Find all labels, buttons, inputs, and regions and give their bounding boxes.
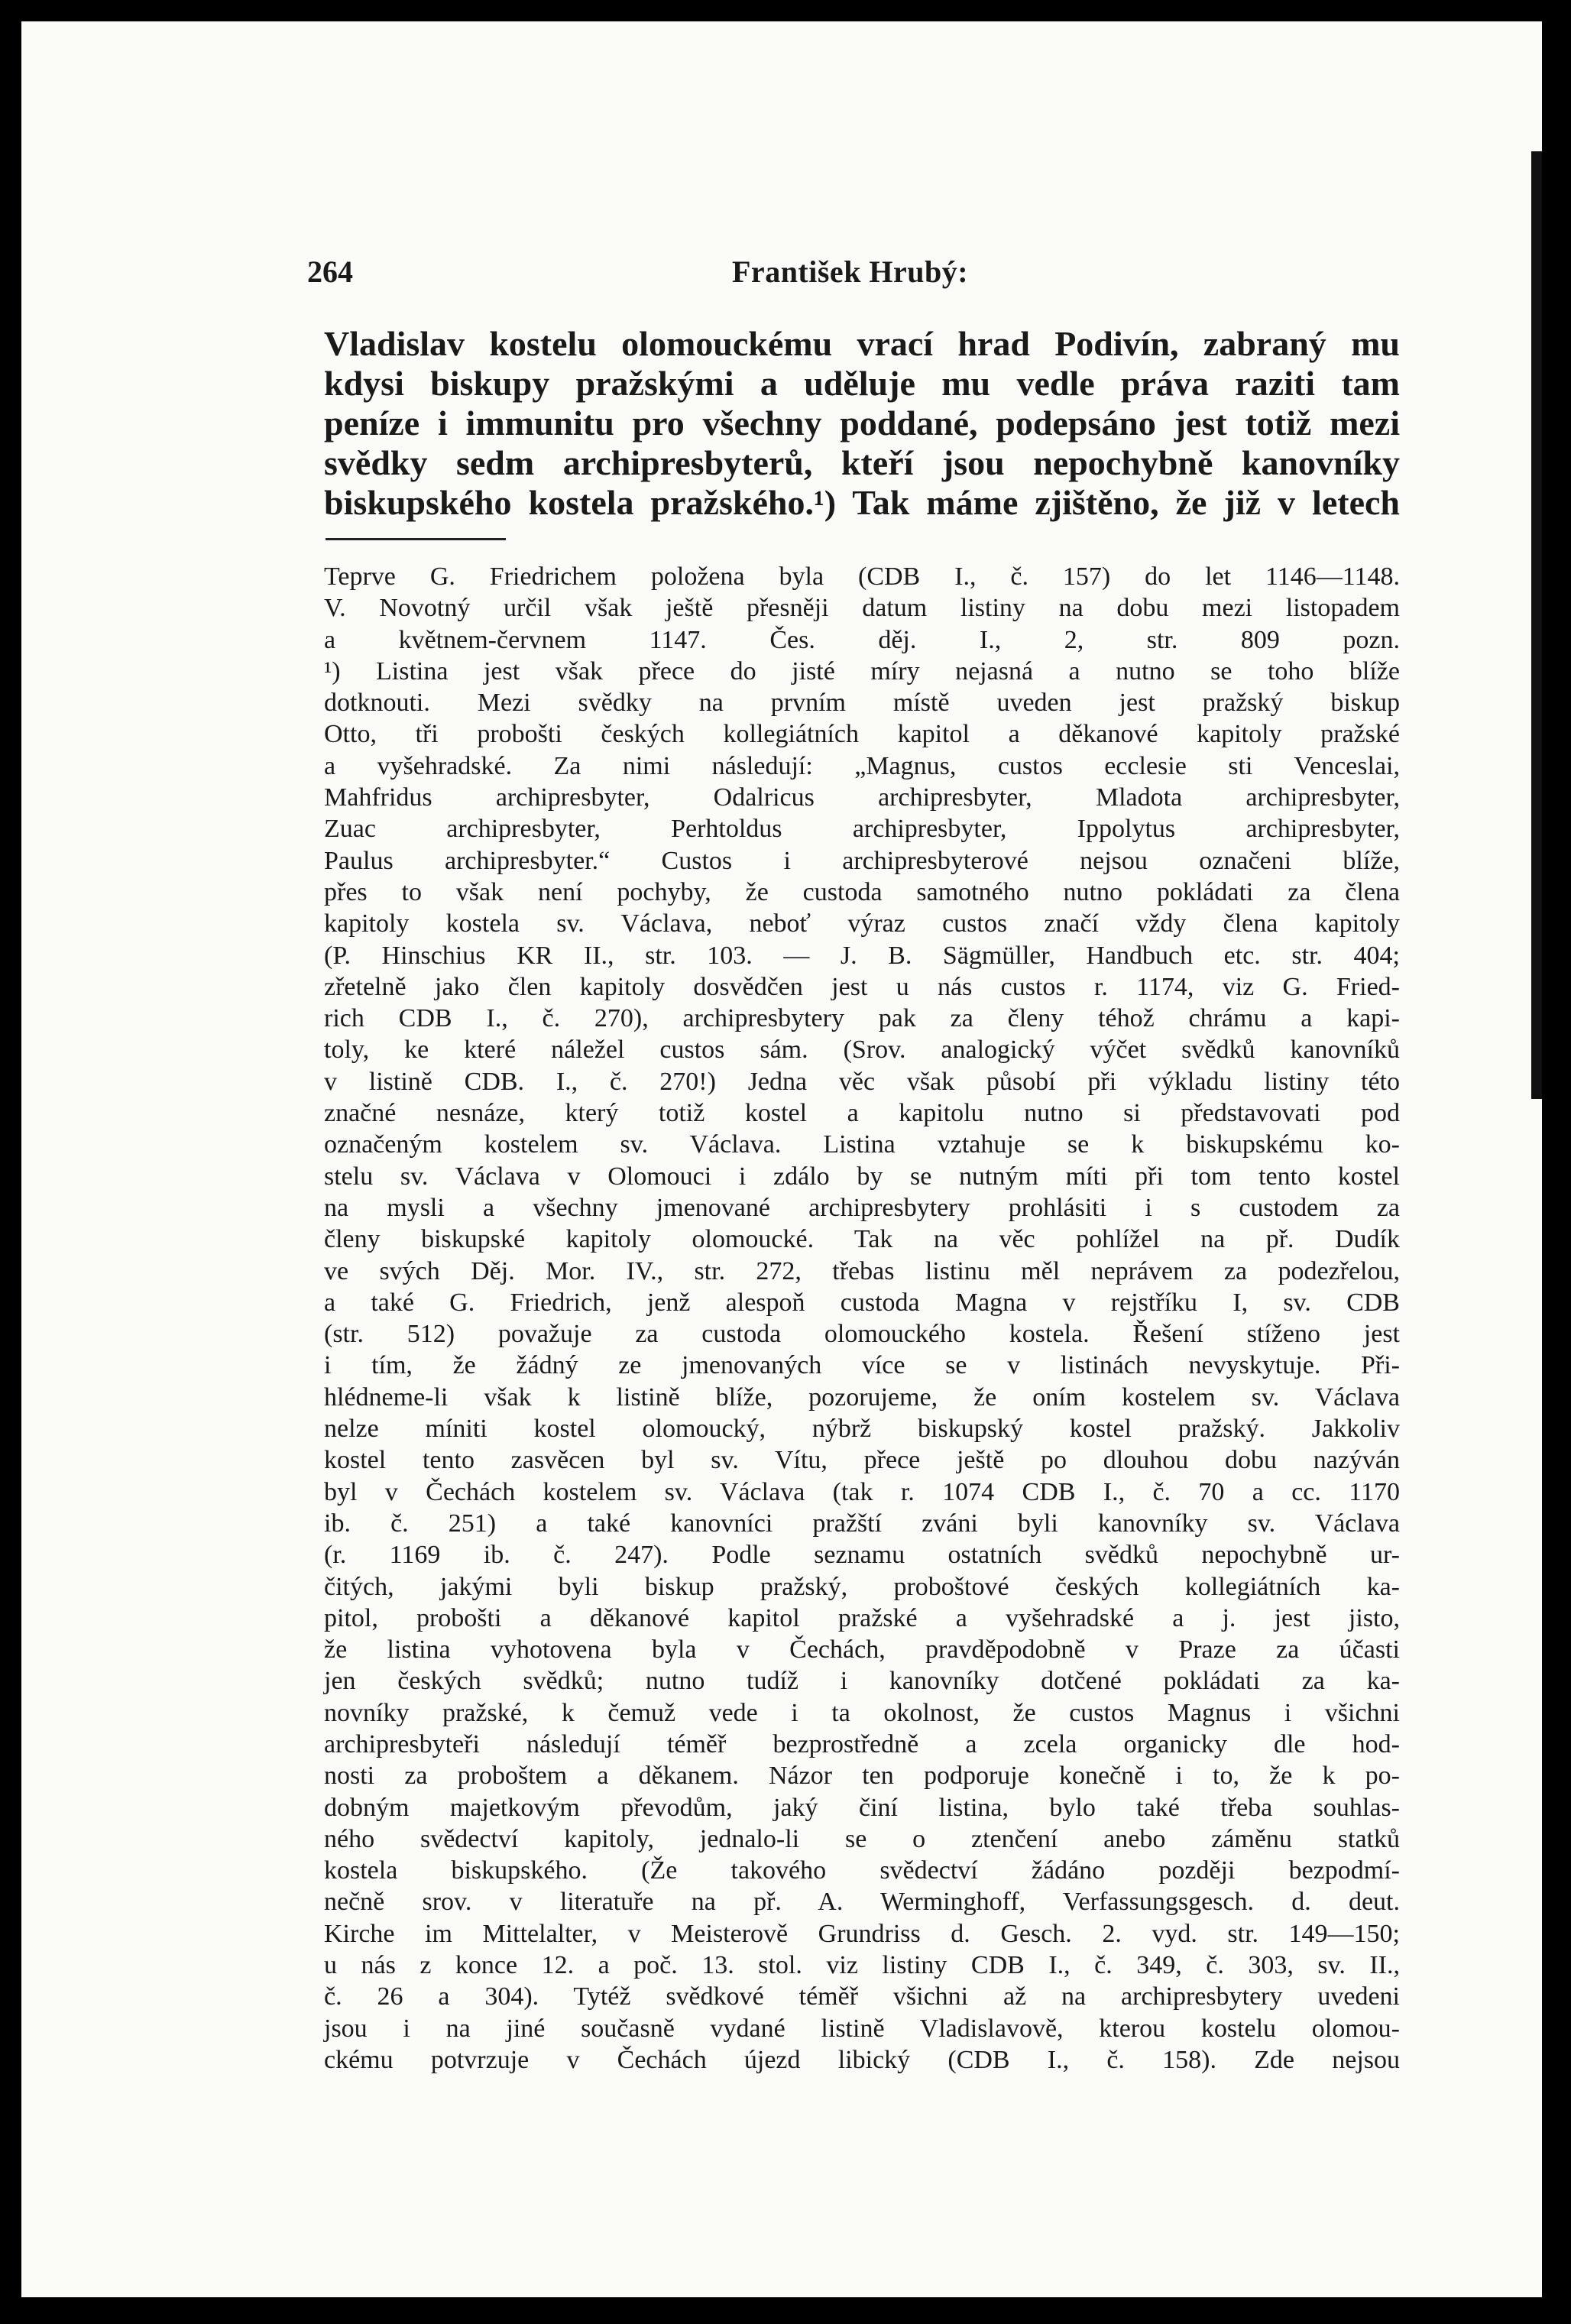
main-text-line: kdysi biskupy pražskými a uděluje mu vedle práva raziti tam: [324, 364, 1400, 403]
footnote-line: pitol, probošti a děkanové kapitol pražské a vyšehradské a j. jest jisto,: [324, 1603, 1400, 1632]
footnote-line: byl v Čechách kostelem sv. Václava (tak r. 1074 CDB I., č. 70 a cc. 1170: [324, 1477, 1400, 1506]
footnote-line: ného svědectví kapitoly, jednalo-li se o ztenčení anebo záměnu statků: [324, 1824, 1400, 1853]
footnote-line: ¹) Listina jest však přece do jisté míry nejasná a nutno se toho blíže: [324, 656, 1400, 686]
footnote-line: v listině CDB. I., č. 270!) Jedna věc však působí při výkladu listiny této: [324, 1067, 1400, 1096]
footnote-line: ib. č. 251) a také kanovníci pražští zváni byli kanovníky sv. Václava: [324, 1509, 1400, 1538]
footnote-line: přes to však není pochyby, že custoda samotného nutno pokládati za člena: [324, 877, 1400, 906]
footnote-line: čitých, jakými byli biskup pražský, proboštové českých kollegiátních ka-: [324, 1572, 1400, 1601]
footnote-line: hlédneme-li však k listině blíže, pozorujeme, že oním kostelem sv. Václava: [324, 1382, 1400, 1412]
footnote-line: a květnem-červnem 1147. Čes. děj. I., 2, str. 809 pozn.: [324, 625, 1400, 654]
footnote-line: jen českých svědků; nutno tudíž i kanovníky dotčené pokládati za ka-: [324, 1667, 1400, 1696]
footnote-line: Kirche im Mittelalter, v Meisterově Grundriss d. Gesch. 2. vyd. str. 149—150;: [324, 1919, 1400, 1948]
footnote-line: č. 26 a 304). Tytéž svědkové téměř všichni až na archipresbytery uvedeni: [324, 1982, 1400, 2011]
footnote-line: ve svých Děj. Mor. IV., str. 272, třebas listinu měl neprávem za podezřelou,: [324, 1256, 1400, 1285]
footnote-line: u nás z konce 12. a poč. 13. stol. viz listiny CDB I., č. 349, č. 303, sv. II.,: [324, 1951, 1400, 1980]
footnote-line: kapitoly kostela sv. Václava, neboť výraz custos značí vždy člena kapitoly: [324, 909, 1400, 938]
footnote-line: kostela biskupského. (Že takového svědectví žádáno později bezpodmí-: [324, 1856, 1400, 1885]
main-text: [324, 324, 1400, 523]
footnote-line: rich CDB I., č. 270), archipresbytery pak za členy téhož chrámu a kapi-: [324, 1004, 1400, 1033]
footnote-line: dobným majetkovým převodům, jaký činí listina, bylo také třeba souhlas-: [324, 1793, 1400, 1822]
footnote-line: novníky pražské, k čemuž vede i ta okolnost, že custos Magnus i všichni: [324, 1698, 1400, 1727]
footnote-line: V. Novotný určil však ještě přesněji datum listiny na dobu mezi listopadem: [324, 594, 1400, 623]
footnote-line: jsou i na jiné současně vydané listině Vladislavově, kterou kostelu olomou-: [324, 2014, 1400, 2043]
footnote-line: kostel tento zasvěcen byl sv. Vítu, přece ještě po dlouhou dobu nazýván: [324, 1446, 1400, 1475]
footnote-line: nečně srov. v literatuře na př. A. Werminghoff, Verfassungsgesch. d. deut.: [324, 1888, 1400, 1917]
footnote-line: Paulus archipresbyter.“ Custos i archipresbyterové nejsou označeni blíže,: [324, 846, 1400, 875]
footnote-line: na mysli a všechny jmenované archipresbytery prohlásiti i s custodem za: [324, 1193, 1400, 1222]
footnote-line: Teprve G. Friedrichem položena byla (CDB I., č. 157) do let 1146—1148.: [324, 562, 1400, 591]
footnote-line: stelu sv. Václava v Olomouci i zdálo by se nutným míti při tom tento kostel: [324, 1162, 1400, 1191]
footnote-line: toly, ke které náležel custos sám. (Srov. analogický výčet svědků kanovníků: [324, 1036, 1400, 1065]
footnote-line: nelze míniti kostel olomoucký, nýbrž biskupský kostel pražský. Jakkoliv: [324, 1415, 1400, 1444]
footnote-line: zřetelně jako člen kapitoly dosvědčen jest u nás custos r. 1174, viz G. Fried-: [324, 972, 1400, 1001]
footnote-line: že listina vyhotovena byla v Čechách, pravděpodobně v Praze za účasti: [324, 1635, 1400, 1664]
footnote-separator-rule: [326, 538, 506, 540]
footnote-line: i tím, že žádný ze jmenovaných více se v listinách nevyskytuje. Při-: [324, 1351, 1400, 1380]
footnote-line: označeným kostelem sv. Václava. Listina vztahuje se k biskupskému ko-: [324, 1130, 1400, 1159]
footnote-line: archipresbyteři následují téměř bezprostředně a zcela organicky dle hod-: [324, 1729, 1400, 1758]
footnote-line: Zuac archipresbyter, Perhtoldus archipresbyter, Ippolytus archipresbyter,: [324, 815, 1400, 844]
main-text-line: Vladislav kostelu olomouckému vrací hrad Podivín, zabraný mu: [324, 324, 1400, 363]
page-edge-mark: [1531, 151, 1542, 1099]
main-text-line: svědky sedm archipresbyterů, kteří jsou nepochybně kanovníky: [324, 443, 1400, 482]
footnote-line: Mahfridus archipresbyter, Odalricus archipresbyter, Mladota archipresbyter,: [324, 783, 1400, 812]
footnote-line: (P. Hinschius KR II., str. 103. — J. B. Sägmüller, Handbuch etc. str. 404;: [324, 941, 1400, 970]
footnote-line: dotknouti. Mezi svědky na prvním místě uveden jest pražský biskup: [324, 689, 1400, 718]
footnote-line: a vyšehradské. Za nimi následují: „Magnus, custos ecclesie sti Venceslai,: [324, 751, 1400, 780]
footnote-line: a také G. Friedrich, jenž alespoň custoda Magna v rejstříku I, sv. CDB: [324, 1288, 1400, 1317]
footnote-line: členy biskupské kapitoly olomoucké. Tak na věc pohlížel na př. Dudík: [324, 1225, 1400, 1254]
footnote-line: ckému potvrzuje v Čechách újezd libický (CDB I., č. 158). Zde nejsou: [324, 2045, 1400, 2074]
page-number: 264: [307, 254, 353, 289]
main-text-line: biskupského kostela pražského.¹) Tak máme zjištěno, že již v letech: [324, 483, 1400, 522]
main-text-line: peníze i immunitu pro všechny poddané, podepsáno jest totiž mezi: [324, 404, 1400, 442]
footnote-line: (r. 1169 ib. č. 247). Podle seznamu ostatních svědků nepochybně ur-: [324, 1541, 1400, 1570]
running-head: František Hrubý:: [732, 254, 969, 289]
footnote-line: (str. 512) považuje za custoda olomouckého kostela. Řešení stíženo jest: [324, 1320, 1400, 1349]
page: [21, 21, 1542, 2297]
footnote-line: nosti za proboštem a děkanem. Názor ten podporuje konečně i to, že k po-: [324, 1762, 1400, 1791]
footnote-line: Otto, tři probošti českých kollegiátních kapitol a děkanové kapitoly pražské: [324, 720, 1400, 749]
footnotes: [324, 561, 1400, 2076]
footnote-line: značné nesnáze, který totiž kostel a kapitolu nutno si představovati pod: [324, 1099, 1400, 1128]
